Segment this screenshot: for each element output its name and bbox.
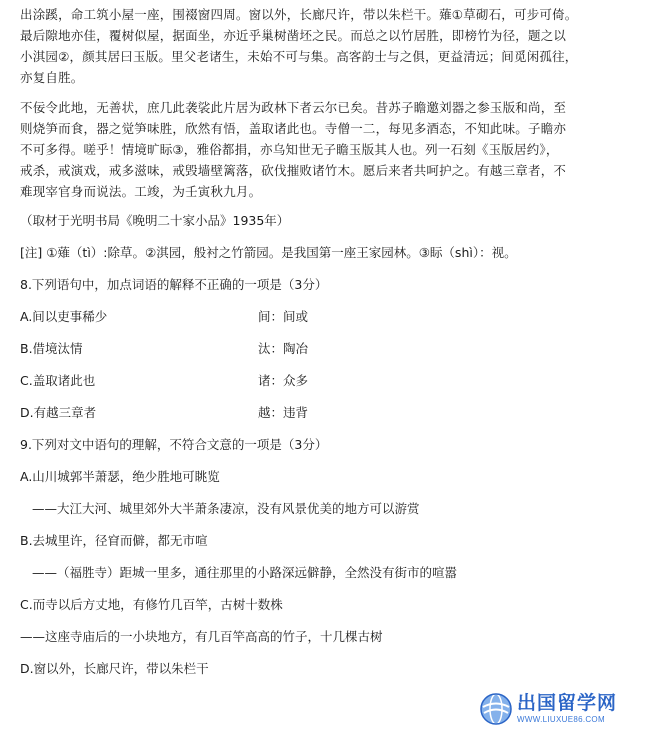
question-8-option-b bbox=[20, 339, 632, 359]
option-text: D.有越三章者 bbox=[20, 405, 97, 420]
passage-line: 亦复自胜。 bbox=[20, 70, 84, 85]
question-9-option-b-explanation: ——（福胜寺）距城一里多，通往那里的小路深远僻静，全然没有街市的喧嚣 bbox=[32, 565, 458, 580]
passage-line: 不可多得。嗟乎！情境旷眎③，雅俗都捐，亦乌知世无子瞻玉版其人也。列一石刻《玉版居约》， bbox=[20, 142, 559, 157]
watermark-site-url: WWW.LIUXUE86.COM bbox=[517, 715, 605, 724]
document-body bbox=[20, 4, 632, 691]
passage-line: 小淇园②，颜其居曰玉版。里父老诸生，未始不可与集。高客韵士与之俱，更益清远；间觅闲孤往， bbox=[20, 49, 578, 64]
option-explanation: 越：违背 bbox=[258, 405, 309, 420]
question-8-option-a bbox=[20, 307, 632, 327]
option-text: C.盖取诸此也 bbox=[20, 373, 96, 388]
question-8-option-c bbox=[20, 371, 632, 391]
question-9-option-a: A.山川城郭半萧瑟，绝少胜地可眺览 bbox=[20, 469, 220, 484]
passage-line: 出涂蹊，命工筑小屋一座，围裰窗四周。窗以外，长廊尺许，带以朱栏干。薙①草砌石，可步可倚。 bbox=[20, 7, 578, 22]
annotation-note: [注] ①薙（tì）:除草。②淇园，般衬之竹箭园。是我国第一座王家园林。③眎（shì）：视。 bbox=[20, 245, 517, 260]
option-text: B.借境汰情 bbox=[20, 341, 83, 356]
watermark-site-name: 出国留学网 bbox=[517, 692, 618, 714]
question-9-option-c: C.而寺以后方丈地，有修竹几百竿，古树十数株 bbox=[20, 597, 283, 612]
site-watermark bbox=[479, 692, 639, 726]
passage-line: 最后隙地亦佳，覆树似屋，据面坐，亦近乎巢树凿坯之民。而总之以竹居胜，即榜竹为径，题之以 bbox=[20, 28, 567, 43]
option-explanation: 汰：陶冶 bbox=[258, 341, 309, 356]
passage-line: 则烧笋而食，器之觉笋味胜，欣然有悟，盖取诸此也。寺僧一二，每见多酒态，不知此味。子瞻亦 bbox=[20, 121, 567, 136]
passage-line: 难现宰官身而说法。工竣，为壬寅秋九月。 bbox=[20, 184, 262, 199]
option-explanation: 诸：众多 bbox=[258, 373, 309, 388]
question-9-option-b: B.去城里许，径窅而僻，都无市喧 bbox=[20, 533, 208, 548]
source-citation: （取材于光明书局《晚明二十家小品》1935年） bbox=[20, 213, 290, 228]
passage-paragraph-2 bbox=[20, 97, 632, 202]
question-9-title: 9.下列对文中语句的理解，不符合文意的一项是（3分） bbox=[20, 437, 328, 452]
passage-paragraph-1 bbox=[20, 4, 632, 88]
option-text: A.间以吏事稀少 bbox=[20, 309, 108, 324]
question-9-option-a-explanation: ——大江大河、城里郊外大半萧条凄凉，没有风景优美的地方可以游赏 bbox=[32, 501, 420, 516]
question-8-option-d bbox=[20, 403, 632, 423]
passage-line: 不佞令此地，无善状，庶几此袭裟此片居为政林下者云尔已矣。昔苏子瞻邀刘器之参玉版和尚，至 bbox=[20, 100, 567, 115]
passage-line: 戒杀，戒演戏，戒多滋味，戒毁墙壁篱落，砍伐摧败诸竹木。愿后来者共呵护之。有越三章者，不 bbox=[20, 163, 567, 178]
option-explanation: 间：间或 bbox=[258, 309, 309, 324]
question-9-option-d: D.窗以外，长廊尺许，带以朱栏干 bbox=[20, 661, 209, 676]
question-9-option-c-explanation: ——这座寺庙后的一小块地方，有几百竿高高的竹子，十几棵古树 bbox=[20, 629, 383, 644]
globe-logo-icon bbox=[479, 692, 513, 726]
question-8-title: 8.下列语句中，加点词语的解释不正确的一项是（3分） bbox=[20, 277, 328, 292]
